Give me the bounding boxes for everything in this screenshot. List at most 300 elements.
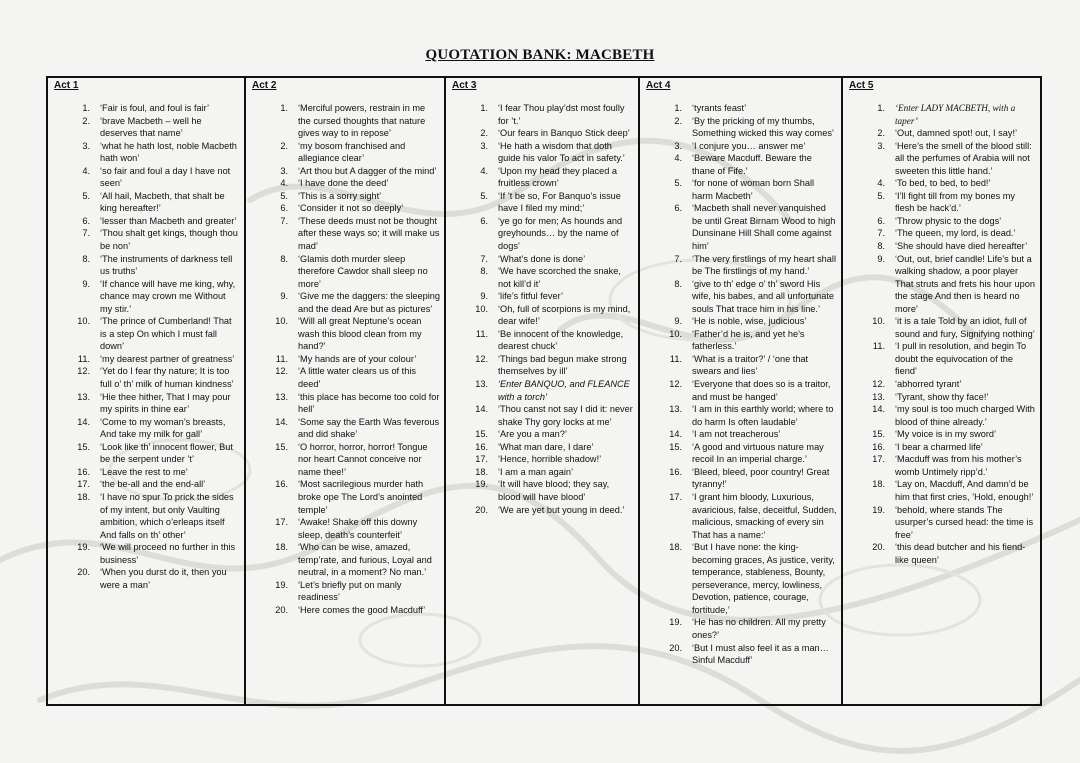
quote-text: ‘my soul is too much charged With blood of thine already.’ xyxy=(895,404,1035,427)
quote-text: ‘What man dare, I dare’ xyxy=(498,441,594,452)
quote-text: ‘I fear Thou play’dst most foully for ’t.’ xyxy=(498,103,625,126)
quote-number: 8. xyxy=(480,266,488,277)
quote-number: 14. xyxy=(275,416,288,427)
quote-text: ‘lesser than Macbeth and greater’ xyxy=(100,215,237,226)
quote-number: 1. xyxy=(674,103,682,113)
quote-item xyxy=(446,290,634,303)
quote-item xyxy=(48,140,240,165)
act-heading: Act 1 xyxy=(54,80,79,91)
quote-number: 2. xyxy=(280,140,288,151)
act-heading: Act 4 xyxy=(646,80,671,91)
quote-number: 3. xyxy=(877,140,885,151)
quote-number: 18. xyxy=(872,479,885,490)
quote-item xyxy=(446,453,634,466)
quote-item xyxy=(446,353,634,378)
quote-text: ‘Bleed, bleed, poor country! Great tyranny!’ xyxy=(692,466,830,490)
quote-number: 19. xyxy=(275,579,288,590)
quote-number: 7. xyxy=(480,253,488,264)
quote-text: ‘The queen, my lord, is dead.’ xyxy=(895,228,1016,239)
quote-item xyxy=(446,102,634,127)
quote-item xyxy=(48,165,240,190)
quote-item xyxy=(246,165,440,178)
quote-text: ‘The very firstlings of my heart shall be The firstlings of my hand.’ xyxy=(692,253,836,277)
quote-text: ‘If chance will have me king, why, chance may crown me Without my stir.’ xyxy=(100,278,236,314)
quote-item xyxy=(48,416,240,441)
quote-text: ‘We will proceed no further in this business’ xyxy=(100,542,236,565)
quote-number: 16. xyxy=(872,441,885,452)
quote-item xyxy=(843,391,1036,404)
quote-item xyxy=(246,516,440,541)
quote-item xyxy=(446,378,634,403)
quote-item xyxy=(48,115,240,140)
quote-number: 17. xyxy=(77,479,90,490)
quote-item xyxy=(246,579,440,604)
quote-number: 17. xyxy=(669,491,682,502)
quote-text: ‘Be innocent of the knowledge, dearest chuck’ xyxy=(498,328,624,352)
quote-item xyxy=(640,278,837,316)
quote-text: ‘I have done the deed’ xyxy=(298,178,389,189)
quote-text: ‘it is a tale Told by an idiot, full of sound and fury, Signifying nothing’ xyxy=(895,316,1035,339)
quote-number: 18. xyxy=(77,491,90,502)
quote-item xyxy=(246,353,440,366)
quote-item xyxy=(48,441,240,466)
quote-text: ‘Merciful powers, restrain in me the cursed thoughts that nature gives way to in repose’ xyxy=(298,103,426,139)
quote-number: 10. xyxy=(275,316,288,327)
quote-number: 14. xyxy=(669,429,682,440)
quote-text: ‘He is noble, wise, judicious’ xyxy=(692,316,807,327)
quote-text: ‘Leave the rest to me’ xyxy=(100,466,188,477)
quote-number: 12. xyxy=(475,353,488,364)
quote-number: 5. xyxy=(877,190,885,201)
quote-item xyxy=(48,253,240,278)
quote-number: 8. xyxy=(82,253,90,264)
quote-item xyxy=(246,190,440,203)
quote-number: 13. xyxy=(475,379,488,390)
quote-list xyxy=(446,102,638,516)
quote-list xyxy=(640,102,841,667)
quote-number: 2. xyxy=(82,115,90,126)
quote-list xyxy=(843,102,1040,566)
quote-text: ‘A little water clears us of this deed’ xyxy=(298,366,416,390)
quote-item xyxy=(640,353,837,378)
quote-item xyxy=(843,215,1036,228)
quote-item xyxy=(246,416,440,441)
quote-item xyxy=(48,278,240,316)
quote-text: ‘He hath a wisdom that doth guide his valor To act in safety.’ xyxy=(498,140,625,164)
quote-item xyxy=(843,240,1036,253)
quote-text: ‘Macbeth shall never vanquished be until Great Birnam Wood to high Dunsinane Hill Shall come against him’ xyxy=(692,203,836,252)
act-column-4 xyxy=(640,78,843,704)
quote-item xyxy=(48,353,240,366)
quote-item xyxy=(640,102,837,115)
quote-number: 7. xyxy=(877,228,885,239)
quote-item xyxy=(640,403,837,428)
quote-text: ‘Let’s briefly put on manly readiness’ xyxy=(298,579,402,603)
quote-text: ‘Throw physic to the dogs’ xyxy=(895,215,1002,226)
quote-number: 10. xyxy=(475,303,488,314)
quote-text: ‘for none of woman born Shall harm Macbeth’ xyxy=(692,178,815,201)
quote-item xyxy=(640,253,837,278)
quote-item xyxy=(446,441,634,454)
quote-text: ‘Thou shalt get kings, though thou be non’ xyxy=(100,228,238,252)
quote-item xyxy=(246,177,440,190)
quote-item xyxy=(246,202,440,215)
quote-number: 15. xyxy=(475,429,488,440)
quote-text: ‘She should have died hereafter’ xyxy=(895,241,1028,252)
quote-item xyxy=(843,378,1036,391)
quote-text: ‘I grant him bloody, Luxurious, avaricious, false, deceitful, Sudden, malicious, smacking of every sin That has a name:’ xyxy=(692,491,837,540)
quote-text: ‘Are you a man?’ xyxy=(498,429,567,440)
quote-number: 19. xyxy=(872,504,885,515)
quote-number: 6. xyxy=(674,203,682,214)
quote-number: 4. xyxy=(877,178,885,189)
quote-item xyxy=(843,102,1036,127)
quote-text: ‘If ’t be so, For Banquo’s issue have I filed my mind;’ xyxy=(498,190,621,214)
quote-item xyxy=(843,441,1036,454)
quote-text: ‘what he hath lost, noble Macbeth hath won’ xyxy=(100,140,237,164)
quote-number: 20. xyxy=(872,542,885,553)
quote-text: ‘O horror, horror, horror! Tongue nor heart Cannot conceive nor name thee!’ xyxy=(298,441,428,477)
quote-item xyxy=(246,541,440,579)
quote-item xyxy=(640,315,837,328)
quote-number: 13. xyxy=(77,391,90,402)
quote-text: ‘tyrants feast’ xyxy=(692,103,747,113)
quote-item xyxy=(640,466,837,491)
quote-number: 12. xyxy=(669,379,682,390)
quote-text: ‘Macduff was from his mother’s womb Untimely ripp’d.’ xyxy=(895,454,1022,477)
quote-number: 17. xyxy=(275,517,288,528)
quote-number: 1. xyxy=(280,103,288,113)
quote-number: 4. xyxy=(480,165,488,176)
quote-item xyxy=(843,340,1036,378)
quote-text: ‘Look like th’ innocent flower, But be the serpent under ’t’ xyxy=(100,441,233,465)
quote-number: 13. xyxy=(275,391,288,402)
quote-text: ‘I am in this earthly world; where to do harm Is often laudable’ xyxy=(692,404,834,427)
quote-number: 1. xyxy=(82,103,90,113)
quote-item xyxy=(446,328,634,353)
quote-item xyxy=(843,453,1036,478)
quote-item xyxy=(48,566,240,591)
quote-item xyxy=(640,328,837,353)
quote-item xyxy=(48,541,240,566)
quote-number: 16. xyxy=(275,479,288,490)
quote-item xyxy=(246,102,440,140)
quote-text: ‘What is a traitor?’ / ‘one that swears and lies’ xyxy=(692,353,809,377)
quote-item xyxy=(48,391,240,416)
quote-text: ‘Art thou but A dagger of the mind’ xyxy=(298,165,437,176)
quote-item xyxy=(843,127,1036,140)
quote-text: ‘Lay on, Macduff, And damn’d be him that first cries, ’Hold, enough!’ xyxy=(895,479,1034,502)
quote-item xyxy=(640,140,837,153)
quote-item xyxy=(640,491,837,541)
quote-item xyxy=(843,315,1036,340)
quote-text: ‘Upon my head they placed a fruitless crown’ xyxy=(498,165,618,189)
quote-item xyxy=(640,202,837,252)
quote-text: ‘Thou canst not say I did it: never shake Thy gory locks at me’ xyxy=(498,404,633,427)
quote-text: ‘My hands are of your colour’ xyxy=(298,353,417,364)
quote-text: ‘The instruments of darkness tell us truths’ xyxy=(100,253,233,277)
quote-item xyxy=(246,140,440,165)
quote-text: ‘give to th’ edge o’ th’ sword His wife, his babes, and all unfortunate souls That trace him in his line.’ xyxy=(692,278,834,314)
quote-number: 7. xyxy=(674,253,682,264)
quote-number: 11. xyxy=(872,341,885,352)
quote-text: ‘But I must also feel it as a man… Sinful Macduff’ xyxy=(692,642,829,666)
quote-item xyxy=(843,478,1036,503)
quote-item xyxy=(640,441,837,466)
quote-item xyxy=(843,403,1036,428)
quote-number: 15. xyxy=(77,441,90,452)
quote-item xyxy=(246,365,440,390)
quote-number: 17. xyxy=(872,454,885,465)
quote-number: 18. xyxy=(475,466,488,477)
quote-number: 9. xyxy=(280,291,288,302)
quote-number: 4. xyxy=(82,165,90,176)
quote-text: ‘I bear a charmed life’ xyxy=(895,441,983,452)
quote-text: ‘this place has become too cold for hell’ xyxy=(298,391,440,415)
quote-number: 20. xyxy=(77,567,90,578)
quote-number: 2. xyxy=(480,128,488,139)
quote-number: 5. xyxy=(280,190,288,201)
quote-number: 6. xyxy=(82,215,90,226)
quote-number: 9. xyxy=(82,278,90,289)
quote-number: 14. xyxy=(475,404,488,415)
quote-number: 11. xyxy=(77,353,90,364)
quote-text: ‘Fair is foul, and foul is fair’ xyxy=(100,103,210,113)
quote-text: ‘Yet do I fear thy nature; It is too full o’ th’ milk of human kindness’ xyxy=(100,366,234,390)
quote-item xyxy=(640,378,837,403)
quote-item xyxy=(640,152,837,177)
quote-number: 2. xyxy=(674,115,682,126)
quote-text: ‘What’s done is done’ xyxy=(498,253,586,264)
quote-number: 4. xyxy=(674,153,682,164)
quote-item xyxy=(48,315,240,353)
quote-list xyxy=(48,102,244,591)
quote-number: 11. xyxy=(669,353,682,364)
quote-text: ‘Here comes the good Macduff’ xyxy=(298,604,426,615)
quote-text: ‘The prince of Cumberland! That is a step On which I must fall down’ xyxy=(100,316,232,352)
quote-item xyxy=(48,190,240,215)
act-heading: Act 5 xyxy=(849,80,874,91)
quote-item xyxy=(843,227,1036,240)
act-heading: Act 3 xyxy=(452,80,477,91)
quote-text: ‘brave Macbeth – well he deserves that name’ xyxy=(100,115,202,139)
quote-text: ‘Our fears in Banquo Stick deep’ xyxy=(498,128,630,139)
quote-text: ‘This is a sorry sight’ xyxy=(298,190,382,201)
quote-item xyxy=(446,190,634,215)
quote-number: 11. xyxy=(275,353,288,364)
quote-text: ‘We have scorched the snake, not kill’d it’ xyxy=(498,266,621,289)
quote-text: ‘Most sacrilegious murder hath broke ope The Lord’s anointed temple’ xyxy=(298,479,424,515)
quote-item xyxy=(640,541,837,616)
quote-number: 8. xyxy=(674,278,682,289)
quote-text: ‘I am not treacherous’ xyxy=(692,429,781,440)
quote-number: 6. xyxy=(480,215,488,226)
quote-item xyxy=(843,428,1036,441)
quote-text: ‘I am a man again’ xyxy=(498,466,574,477)
quote-number: 13. xyxy=(872,391,885,402)
quote-number: 16. xyxy=(475,441,488,452)
act-column-5 xyxy=(843,78,1040,704)
quote-number: 12. xyxy=(77,366,90,377)
quote-text: ‘All hail, Macbeth, that shalt be king hereafter!’ xyxy=(100,190,225,214)
quote-item xyxy=(446,466,634,479)
quote-text: ‘the be-all and the end-all’ xyxy=(100,479,206,490)
quote-item xyxy=(48,227,240,252)
quote-number: 7. xyxy=(82,228,90,239)
quote-item xyxy=(48,491,240,541)
quote-number: 2. xyxy=(877,128,885,139)
quote-number: 9. xyxy=(877,253,885,264)
quote-number: 15. xyxy=(669,441,682,452)
quote-number: 5. xyxy=(480,190,488,201)
quote-text: ‘my bosom franchised and allegiance clear’ xyxy=(298,140,406,164)
quote-item xyxy=(246,441,440,479)
quote-number: 19. xyxy=(77,542,90,553)
quote-item xyxy=(446,165,634,190)
quote-number: 19. xyxy=(475,479,488,490)
quote-text: ‘Glamis doth murder sleep therefore Cawdor shall sleep no more’ xyxy=(298,253,428,289)
quote-number: 7. xyxy=(280,215,288,226)
quote-number: 14. xyxy=(872,404,885,415)
quote-item xyxy=(640,115,837,140)
quote-text: ‘By the pricking of my thumbs, Something wicked this way comes’ xyxy=(692,115,834,139)
quote-number: 20. xyxy=(275,604,288,615)
quote-item xyxy=(246,290,440,315)
quote-text: ‘Father’d he is, and yet he’s fatherless.’ xyxy=(692,328,805,352)
quote-number: 16. xyxy=(77,466,90,477)
quote-number: 3. xyxy=(280,165,288,176)
quote-number: 15. xyxy=(872,429,885,440)
page-title: QUOTATION BANK: MACBETH xyxy=(425,47,655,63)
act-column-2 xyxy=(246,78,446,704)
quote-number: 9. xyxy=(480,291,488,302)
quote-text: ‘Hence, horrible shadow!’ xyxy=(498,454,602,465)
quote-item xyxy=(48,215,240,228)
quote-text: ‘Awake! Shake off this downy sleep, death’s counterfeit’ xyxy=(298,517,418,540)
quote-item xyxy=(48,466,240,479)
quote-text: ‘These deeds must not be thought after these ways so; it will make us mad’ xyxy=(298,215,440,252)
act-column-3 xyxy=(446,78,640,704)
quote-item xyxy=(843,140,1036,178)
quote-text: ‘Enter BANQUO, and FLEANCE with a torch’ xyxy=(498,379,630,402)
quote-text: ‘I conjure you… answer me’ xyxy=(692,140,806,151)
quote-item xyxy=(843,504,1036,542)
quote-number: 11. xyxy=(475,328,488,339)
quote-text: ‘Who can be wise, amazed, temp’rate, and furious, Loyal and neutral, in a moment? No man.’ xyxy=(298,542,432,578)
quote-number: 15. xyxy=(275,441,288,452)
quotation-table xyxy=(46,76,1042,706)
quote-text: ‘Enter LADY MACBETH, with a taper’ xyxy=(895,103,1016,126)
quote-number: 1. xyxy=(877,103,885,113)
quote-text: ‘Tyrant, show thy face!’ xyxy=(895,391,989,402)
quote-number: 3. xyxy=(82,140,90,151)
quote-number: 17. xyxy=(475,454,488,465)
quote-number: 20. xyxy=(475,504,488,515)
quote-text: ‘Consider it not so deeply’ xyxy=(298,203,404,214)
quote-item xyxy=(48,365,240,390)
quote-text: ‘Beware Macduff. Beware the thane of Fife.’ xyxy=(692,153,812,176)
act-column-1 xyxy=(48,78,246,704)
quote-text: ‘I pull in resolution, and begin To doubt the equivocation of the fiend’ xyxy=(895,341,1027,377)
quote-number: 20. xyxy=(669,642,682,653)
quote-number: 8. xyxy=(877,241,885,252)
quote-list xyxy=(246,102,444,616)
quote-text: ‘Give me the daggers: the sleeping and the dead Are but as pictures’ xyxy=(298,291,440,314)
quote-item xyxy=(246,215,440,253)
quote-item xyxy=(446,403,634,428)
quote-number: 3. xyxy=(480,140,488,151)
quote-number: 18. xyxy=(669,542,682,553)
quote-number: 12. xyxy=(872,379,885,390)
quote-text: ‘It will have blood; they say, blood will have blood’ xyxy=(498,479,610,502)
act-heading: Act 2 xyxy=(252,80,277,91)
quote-item xyxy=(640,428,837,441)
quote-number: 10. xyxy=(669,328,682,339)
quote-item xyxy=(48,478,240,491)
quote-item xyxy=(446,265,634,290)
quote-number: 1. xyxy=(480,103,488,113)
quote-text: ‘so fair and foul a day I have not seen’ xyxy=(100,165,231,189)
quote-text: ‘my dearest partner of greatness’ xyxy=(100,353,235,364)
quote-text: ‘I have no spur To prick the sides of my intent, but only Vaulting ambition, which o’erleaps itself And falls on th’ other’ xyxy=(100,491,234,540)
quote-text: ‘life’s fitful fever’ xyxy=(498,291,564,302)
quote-item xyxy=(446,215,634,253)
quote-number: 8. xyxy=(280,253,288,264)
quote-text: ‘Out, out, brief candle! Life’s but a walking shadow, a poor player That struts and frets his hour upon the stage And then is heard no more’ xyxy=(895,253,1035,314)
quote-item xyxy=(446,127,634,140)
quote-number: 18. xyxy=(275,542,288,553)
quote-text: ‘My voice is in my sword’ xyxy=(895,429,997,440)
quote-number: 3. xyxy=(674,140,682,151)
quote-text: ‘Here’s the smell of the blood still: all the perfumes of Arabia will not sweeten this little hand.’ xyxy=(895,140,1032,176)
quote-text: ‘He has no children. All my pretty ones?’ xyxy=(692,617,826,640)
quote-item xyxy=(246,478,440,516)
quote-number: 6. xyxy=(280,203,288,214)
quote-number: 4. xyxy=(280,178,288,189)
quote-item xyxy=(843,190,1036,215)
quote-item xyxy=(843,177,1036,190)
quote-number: 6. xyxy=(877,215,885,226)
quote-text: ‘Out, damned spot! out, I say!’ xyxy=(895,128,1018,139)
quote-item xyxy=(446,140,634,165)
quote-text: ‘To bed, to bed, to bed!’ xyxy=(895,178,991,189)
quote-text: ‘When you durst do it, then you were a man’ xyxy=(100,567,227,590)
quote-text: ‘Everyone that does so is a traitor, and must be hanged’ xyxy=(692,379,831,402)
quote-item xyxy=(446,253,634,266)
quote-text: ‘Come to my woman’s breasts, And take my milk for gall’ xyxy=(100,416,226,440)
quote-text: ‘this dead butcher and his fiend-like queen’ xyxy=(895,542,1026,565)
quote-text: ‘But I have none: the king-becoming graces, As justice, verity, temperance, stableness, Bounty, perseverance, mercy, lowliness, Devotion, patience, courage, fortitude,’ xyxy=(692,542,835,615)
quote-text: ‘We are yet but young in deed.’ xyxy=(498,504,625,515)
quote-item xyxy=(246,604,440,617)
quote-item xyxy=(843,253,1036,316)
quote-number: 19. xyxy=(669,617,682,628)
quote-text: ‘I’ll fight till from my bones my flesh be hack’d.’ xyxy=(895,190,1015,214)
quote-text: ‘Oh, full of scorpions is my mind, dear wife!’ xyxy=(498,303,631,327)
quote-item xyxy=(246,315,440,353)
quote-item xyxy=(640,177,837,202)
quote-item xyxy=(446,504,634,517)
quote-text: ‘Hie thee hither, That I may pour my spirits in thine ear’ xyxy=(100,391,231,415)
quote-text: ‘behold, where stands The usurper’s cursed head: the time is free’ xyxy=(895,504,1034,540)
quote-item xyxy=(48,102,240,115)
quote-item xyxy=(843,541,1036,566)
quote-number: 10. xyxy=(77,316,90,327)
quote-number: 13. xyxy=(669,404,682,415)
quote-item xyxy=(246,391,440,416)
quote-item xyxy=(446,428,634,441)
quote-item xyxy=(446,303,634,328)
